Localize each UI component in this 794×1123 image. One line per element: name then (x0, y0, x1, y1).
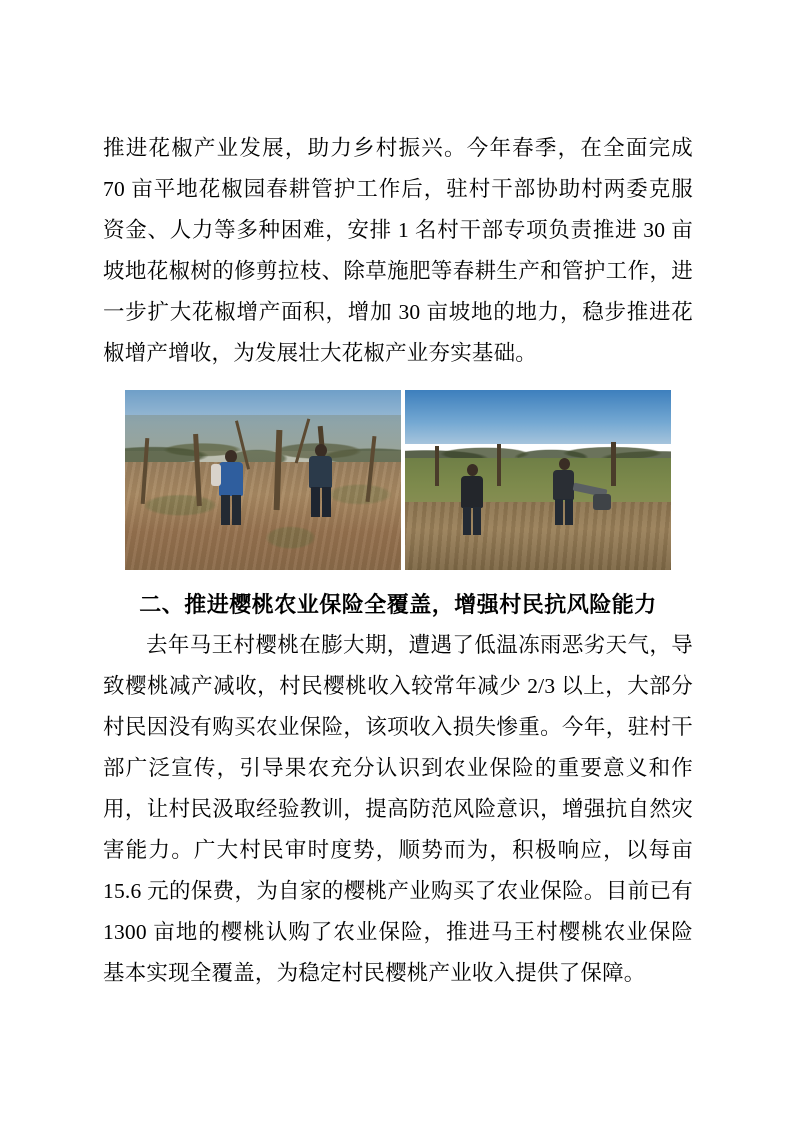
tree-trunk (435, 446, 439, 486)
photo-soil (405, 502, 671, 570)
document-body (103, 128, 693, 994)
section-heading-2: 二、推进樱桃农业保险全覆盖，增强村民抗风险能力 (139, 592, 657, 617)
paragraph-2: 去年马王村樱桃在膨大期，遭遇了低温冻雨恶劣天气，导致樱桃减产减收，村民樱桃收入较常年减少 2/3 以上，大部分村民因没有购买农业保险，该项收入损失惨重。今年，驻村干部广泛宣传，引导果农充分认识到农业保险的重要意义和作用，让村民汲取经验教训，提高防范风险意识，增强抗自然灾害能力。广大村民审时度势，顺势而为，积极响应，以每亩 15.6 元的保费，为自家的樱桃产业购买了农业保险。目前已有 1300 亩地的樱桃认购了农业保险，推进马王村樱桃农业保险基本实现全覆盖，为稳定村民樱桃产业收入提供了保障。 (103, 633, 693, 985)
tree-trunk (497, 444, 501, 486)
figure-group (125, 390, 671, 570)
photo-ground (125, 462, 401, 570)
photo-spraying-pepper-orchard (125, 390, 401, 570)
photo-tilling-slope-field (405, 390, 671, 570)
paragraph-1: 推进花椒产业发展，助力乡村振兴。今年春季，在全面完成 70 亩平地花椒园春耕管护工作后，驻村干部协助村两委克服资金、人力等多种困难，安排 1 名村干部专项负责推进 30 亩坡地花椒树的修剪拉枝、除草施肥等春耕生产和管护工作，进一步扩大花椒增产面积，增加 30 亩坡地的地力，稳步推进花椒增产增收，为发展壮大花椒产业夯实基础。 (103, 136, 693, 365)
tree-trunk (611, 442, 616, 486)
tiller-body (593, 494, 611, 510)
